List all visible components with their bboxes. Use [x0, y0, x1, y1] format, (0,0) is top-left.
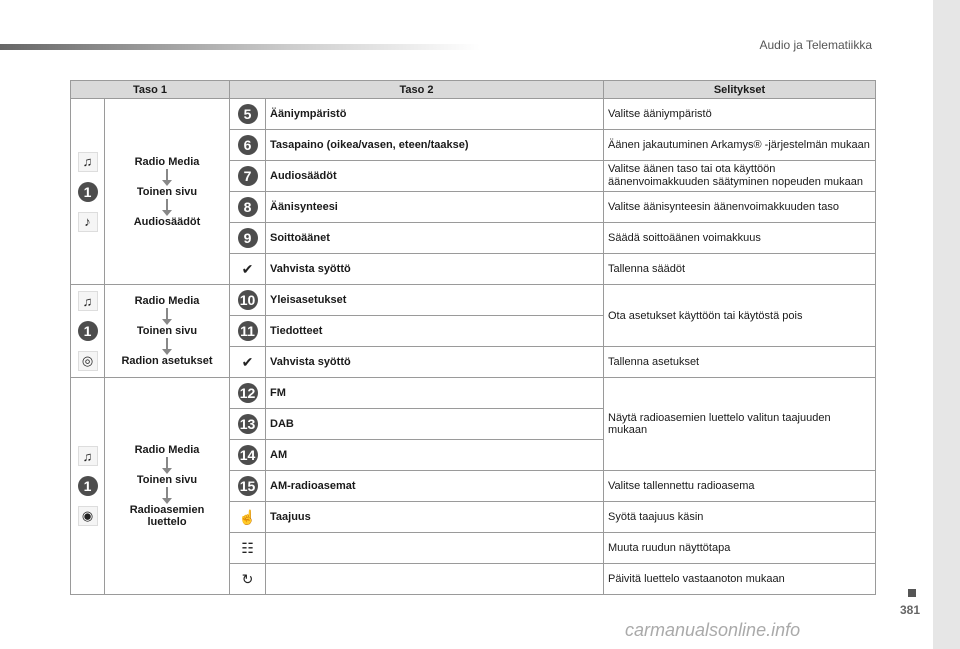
music-note-icon: ♫: [78, 152, 98, 172]
level2-label: AM: [266, 440, 604, 471]
group2-path: [105, 285, 230, 378]
item-number-badge: 5: [238, 104, 258, 124]
arrow-down-icon: [166, 457, 168, 469]
path-step: Radioasemien luettelo: [129, 504, 205, 528]
item-number-badge: 15: [238, 476, 258, 496]
music-settings-icon: ♪: [78, 212, 98, 232]
path-step: Radio Media: [134, 295, 200, 307]
level2-label: Audiosäädöt: [266, 161, 604, 192]
level2-label: Tiedotteet: [266, 316, 604, 347]
hand-touch-icon: ☝: [238, 508, 257, 525]
description: Valitse äänisynteesin äänenvoimakkuuden taso: [604, 192, 876, 223]
item-number-badge: 14: [238, 445, 258, 465]
description: Näytä radioasemien luettelo valitun taajuuden mukaan: [604, 378, 876, 471]
path-step: Radio Media: [134, 444, 200, 456]
item-number-badge: 12: [238, 383, 258, 403]
level2-label: [266, 564, 604, 595]
level2-label: Vahvista syöttö: [266, 254, 604, 285]
table-header-row: [71, 81, 876, 99]
description: Tallenna asetukset: [604, 347, 876, 378]
display-mode-icon: ☷: [241, 539, 254, 556]
arrow-down-icon: [166, 308, 168, 320]
description: Valitse tallennettu radioasema: [604, 471, 876, 502]
col-header-desc: Selitykset: [604, 81, 876, 99]
table-row: [71, 378, 876, 409]
item-number-badge: 10: [238, 290, 258, 310]
music-note-icon: ♫: [78, 291, 98, 311]
col-header-level1: Taso 1: [71, 81, 230, 99]
step-number-badge: 1: [78, 476, 98, 496]
arrow-down-icon: [166, 199, 168, 211]
col-header-level2: Taso 2: [230, 81, 604, 99]
step-number-badge: 1: [78, 182, 98, 202]
level2-label: [266, 533, 604, 564]
level2-label: Äänisynteesi: [266, 192, 604, 223]
radio-settings-icon: ◎: [78, 351, 98, 371]
level2-label: Yleisasetukset: [266, 285, 604, 316]
item-number-badge: 6: [238, 135, 258, 155]
description: Äänen jakautuminen Arkamys® -järjestelmän mukaan: [604, 130, 876, 161]
path-step: Toinen sivu: [136, 325, 198, 337]
table-row: [71, 285, 876, 316]
level2-label: FM: [266, 378, 604, 409]
path-step: Toinen sivu: [136, 474, 198, 486]
description: Tallenna säädöt: [604, 254, 876, 285]
watermark: carmanualsonline.info: [625, 620, 801, 640]
description: Muuta ruudun näyttötapa: [604, 533, 876, 564]
group1-icons: [71, 99, 105, 285]
arrow-down-icon: [166, 487, 168, 499]
settings-table: [70, 80, 876, 595]
description: Valitse äänen taso tai ota käyttöön äänenvoimakkuuden säätyminen nopeuden mukaan: [604, 161, 876, 192]
level2-label: Tasapaino (oikea/vasen, eteen/taakse): [266, 130, 604, 161]
group2-icons: [71, 285, 105, 378]
path-step: Radio Media: [134, 155, 200, 168]
group3-icons: [71, 378, 105, 595]
item-number-badge: 11: [238, 321, 258, 341]
arrow-down-icon: [166, 169, 168, 181]
description: Päivitä luettelo vastaanoton mukaan: [604, 564, 876, 595]
level2-label: Vahvista syöttö: [266, 347, 604, 378]
description: Valitse ääniympäristö: [604, 99, 876, 130]
level2-label: AM-radioasemat: [266, 471, 604, 502]
path-step: Toinen sivu: [136, 185, 198, 198]
item-number-badge: 13: [238, 414, 258, 434]
music-note-icon: ♫: [78, 446, 98, 466]
description: Syötä taajuus käsin: [604, 502, 876, 533]
checkmark-icon: ✔: [241, 353, 254, 370]
radio-icon: ◉: [78, 506, 98, 526]
header-rule: [0, 44, 480, 50]
description: Säädä soittoäänen voimakkuus: [604, 223, 876, 254]
page-marker-icon: [908, 589, 916, 597]
arrow-down-icon: [166, 338, 168, 350]
page-edge-strip: [933, 0, 960, 649]
item-number-badge: 8: [238, 197, 258, 217]
page-number: 381: [899, 603, 920, 617]
path-step: Radion asetukset: [121, 355, 213, 367]
group1-path: [105, 99, 230, 285]
level2-label: Taajuus: [266, 502, 604, 533]
section-title: Audio ja Telematiikka: [759, 38, 872, 52]
level2-label: Soittoäänet: [266, 223, 604, 254]
step-number-badge: 1: [78, 321, 98, 341]
path-step: Audiosäädöt: [133, 215, 201, 228]
level2-label: Ääniympäristö: [266, 99, 604, 130]
table-row: [71, 99, 876, 130]
refresh-icon: ↻: [241, 570, 254, 587]
description: Ota asetukset käyttöön tai käytöstä pois: [604, 285, 876, 347]
checkmark-icon: ✔: [241, 260, 254, 277]
group3-path: [105, 378, 230, 595]
item-number-badge: 7: [238, 166, 258, 186]
item-number-badge: 9: [238, 228, 258, 248]
level2-label: DAB: [266, 409, 604, 440]
